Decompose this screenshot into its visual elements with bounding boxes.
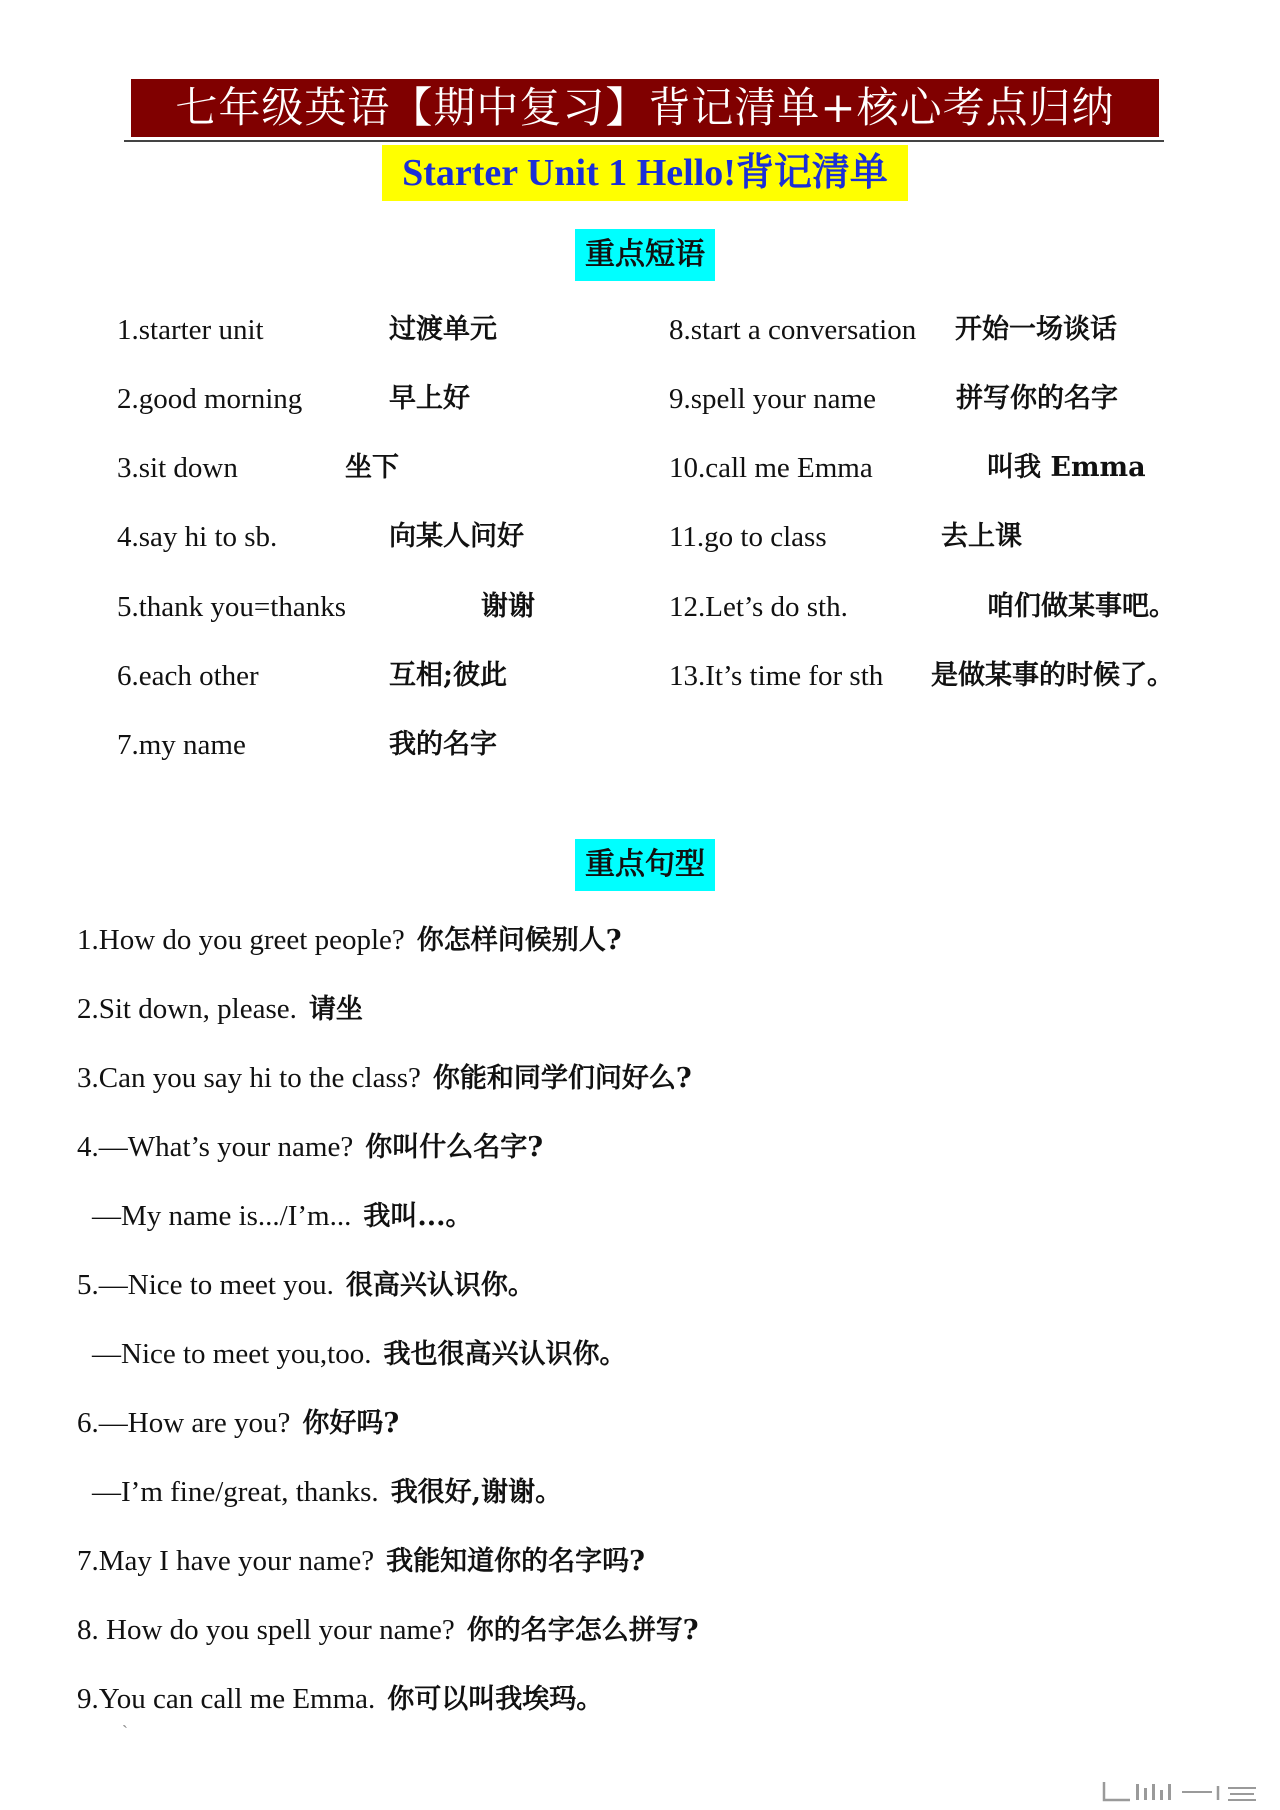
watermark-logo xyxy=(1100,1780,1260,1804)
sentence-chinese: 我很好,谢谢。 xyxy=(390,1477,563,1508)
sentence-line xyxy=(77,1125,543,1169)
phrase-english: 5.thank you=thanks xyxy=(117,591,346,623)
phrase-english: 9.spell your name xyxy=(669,383,876,415)
phrase-english: 8.start a conversation xyxy=(669,314,917,346)
phrase-chinese: 我的名字 xyxy=(389,729,497,760)
sentence-line xyxy=(77,1263,535,1307)
sentence-english: —My name is.../I’m... xyxy=(92,1200,352,1232)
sentence-english: 3.Can you say hi to the class? xyxy=(77,1062,421,1094)
sentence-chinese: 你的名字怎么拼写? xyxy=(466,1615,699,1646)
phrases-heading: 重点短语 xyxy=(575,229,715,281)
title-underline xyxy=(124,140,1164,142)
sentence-line xyxy=(77,1539,645,1583)
sentence-english: —I’m fine/great, thanks. xyxy=(92,1476,379,1508)
sentence-chinese: 你好吗? xyxy=(302,1408,400,1439)
phrase-chinese: 谢谢 xyxy=(481,591,535,622)
sentence-chinese: 请坐 xyxy=(308,994,363,1025)
sentence-english: 6.—How are you? xyxy=(77,1407,291,1439)
sentence-chinese: 你叫什么名字? xyxy=(365,1132,544,1163)
sentence-english: 2.Sit down, please. xyxy=(77,993,297,1025)
sentence-line xyxy=(77,987,363,1031)
phrase-chinese: 互相;彼此 xyxy=(389,660,507,691)
main-title: 七年级英语【期中复习】背记清单+核心考点归纳 xyxy=(131,79,1159,137)
phrase-chinese: 坐下 xyxy=(345,452,399,483)
sentence-english: —Nice to meet you,too. xyxy=(92,1338,372,1370)
sentence-chinese: 你能和同学们问好么? xyxy=(432,1063,692,1094)
phrase-english: 11.go to class xyxy=(669,521,827,553)
phrase-english: 12.Let’s do sth. xyxy=(669,591,848,623)
sentence-line xyxy=(77,1401,399,1445)
sentence-english: 8. How do you spell your name? xyxy=(77,1614,455,1646)
sentence-english: 5.—Nice to meet you. xyxy=(77,1269,334,1301)
sentence-english: 7.May I have your name? xyxy=(77,1545,375,1577)
stray-mark: ` xyxy=(122,1722,128,1742)
phrase-english: 6.each other xyxy=(117,660,259,692)
sentence-chinese: 你可以叫我埃玛。 xyxy=(387,1684,604,1715)
sentence-chinese: 我能知道你的名字吗? xyxy=(386,1546,645,1577)
phrase-english: 2.good morning xyxy=(117,383,303,415)
phrase-chinese: 是做某事的时候了。 xyxy=(931,660,1174,691)
sentence-reply-line xyxy=(92,1470,562,1514)
sentence-english: 1.How do you greet people? xyxy=(77,924,405,956)
phrase-chinese: 向某人问好 xyxy=(389,521,524,552)
phrase-chinese: 去上课 xyxy=(941,521,1022,552)
sentence-reply-line xyxy=(92,1194,473,1238)
phrase-chinese: 咱们做某事吧。 xyxy=(987,591,1176,622)
phrase-english: 13.It’s time for sth xyxy=(669,660,884,692)
phrase-chinese: 拼写你的名字 xyxy=(956,383,1118,414)
sentence-line xyxy=(77,1608,699,1652)
sentence-chinese: 我也很高兴认识你。 xyxy=(383,1339,627,1370)
phrase-chinese: 过渡单元 xyxy=(389,314,497,345)
sentence-chinese: 你怎样问候别人? xyxy=(416,925,622,956)
sentence-chinese: 我叫...。 xyxy=(363,1201,473,1232)
sentence-line xyxy=(77,1677,603,1721)
sentence-line xyxy=(77,918,622,962)
phrase-english: 1.starter unit xyxy=(117,314,264,346)
phrase-chinese: 开始一场谈话 xyxy=(955,314,1117,345)
unit-title: Starter Unit 1 Hello!背记清单 xyxy=(382,145,908,201)
sentence-reply-line xyxy=(92,1332,626,1376)
phrase-chinese: 早上好 xyxy=(389,383,470,414)
sentence-english: 9.You can call me Emma. xyxy=(77,1683,376,1715)
sentence-chinese: 很高兴认识你。 xyxy=(345,1270,535,1301)
phrase-english: 10.call me Emma xyxy=(669,452,873,484)
phrase-english: 7.my name xyxy=(117,729,246,761)
phrase-english: 3.sit down xyxy=(117,452,238,484)
phrase-chinese: 叫我 Emma xyxy=(987,452,1146,483)
sentence-english: 4.—What’s your name? xyxy=(77,1131,354,1163)
sentence-line xyxy=(77,1056,692,1100)
phrase-english: 4.say hi to sb. xyxy=(117,521,278,553)
sentences-heading: 重点句型 xyxy=(575,839,715,891)
